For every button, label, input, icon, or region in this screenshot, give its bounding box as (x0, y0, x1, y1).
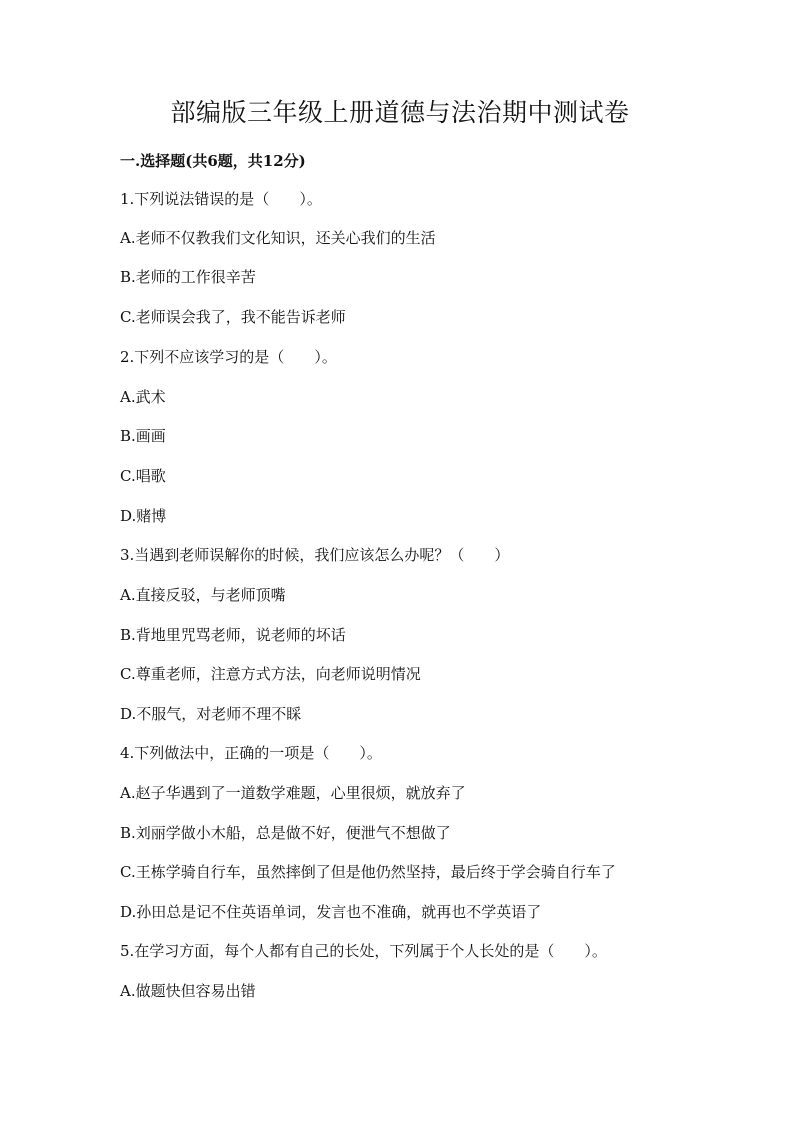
question-4-option-b: B.刘丽学做小木船，总是做不好，便泄气不想做了 (120, 824, 451, 842)
question-3: 3.当遇到老师误解你的时候，我们应该怎么办呢？（ ） (120, 546, 510, 564)
question-2-option-d: D.赌博 (120, 507, 167, 525)
question-1: 1.下列说法错误的是（ ）。 (120, 190, 322, 208)
question-2: 2.下列不应该学习的是（ ）。 (120, 348, 337, 366)
question-2-option-b: B.画画 (120, 427, 166, 445)
question-1-option-a: A.老师不仅教我们文化知识，还关心我们的生活 (120, 229, 436, 247)
question-1-option-c: C.老师误会我了，我不能告诉老师 (120, 308, 346, 326)
question-5: 5.在学习方面，每个人都有自己的长处，下列属于个人长处的是（ ）。 (120, 942, 607, 960)
question-2-option-a: A.武术 (120, 388, 166, 406)
question-4-option-c: C.王栋学骑自行车，虽然摔倒了但是他仍然坚持，最后终于学会骑自行车了 (120, 863, 616, 881)
question-2-option-c: C.唱歌 (120, 467, 166, 485)
question-1-option-b: B.老师的工作很辛苦 (120, 268, 256, 286)
question-5-option-a: A.做题快但容易出错 (120, 982, 256, 1000)
question-4-option-d: D.孙田总是记不住英语单词，发言也不准确，就再也不学英语了 (120, 903, 542, 921)
question-3-option-c: C.尊重老师，注意方式方法，向老师说明情况 (120, 665, 421, 683)
question-3-option-b: B.背地里咒骂老师，说老师的坏话 (120, 626, 346, 644)
section-heading: 一.选择题(共6题，共12分) (120, 152, 306, 170)
question-3-option-d: D.不服气，对老师不理不睬 (120, 705, 302, 723)
page-title: 部编版三年级上册道德与法治期中测试卷 (170, 98, 630, 127)
question-4: 4.下列做法中，正确的一项是（ ）。 (120, 744, 382, 762)
question-3-option-a: A.直接反驳，与老师顶嘴 (120, 586, 286, 604)
question-4-option-a: A.赵子华遇到了一道数学难题，心里很烦，就放弃了 (120, 784, 466, 802)
